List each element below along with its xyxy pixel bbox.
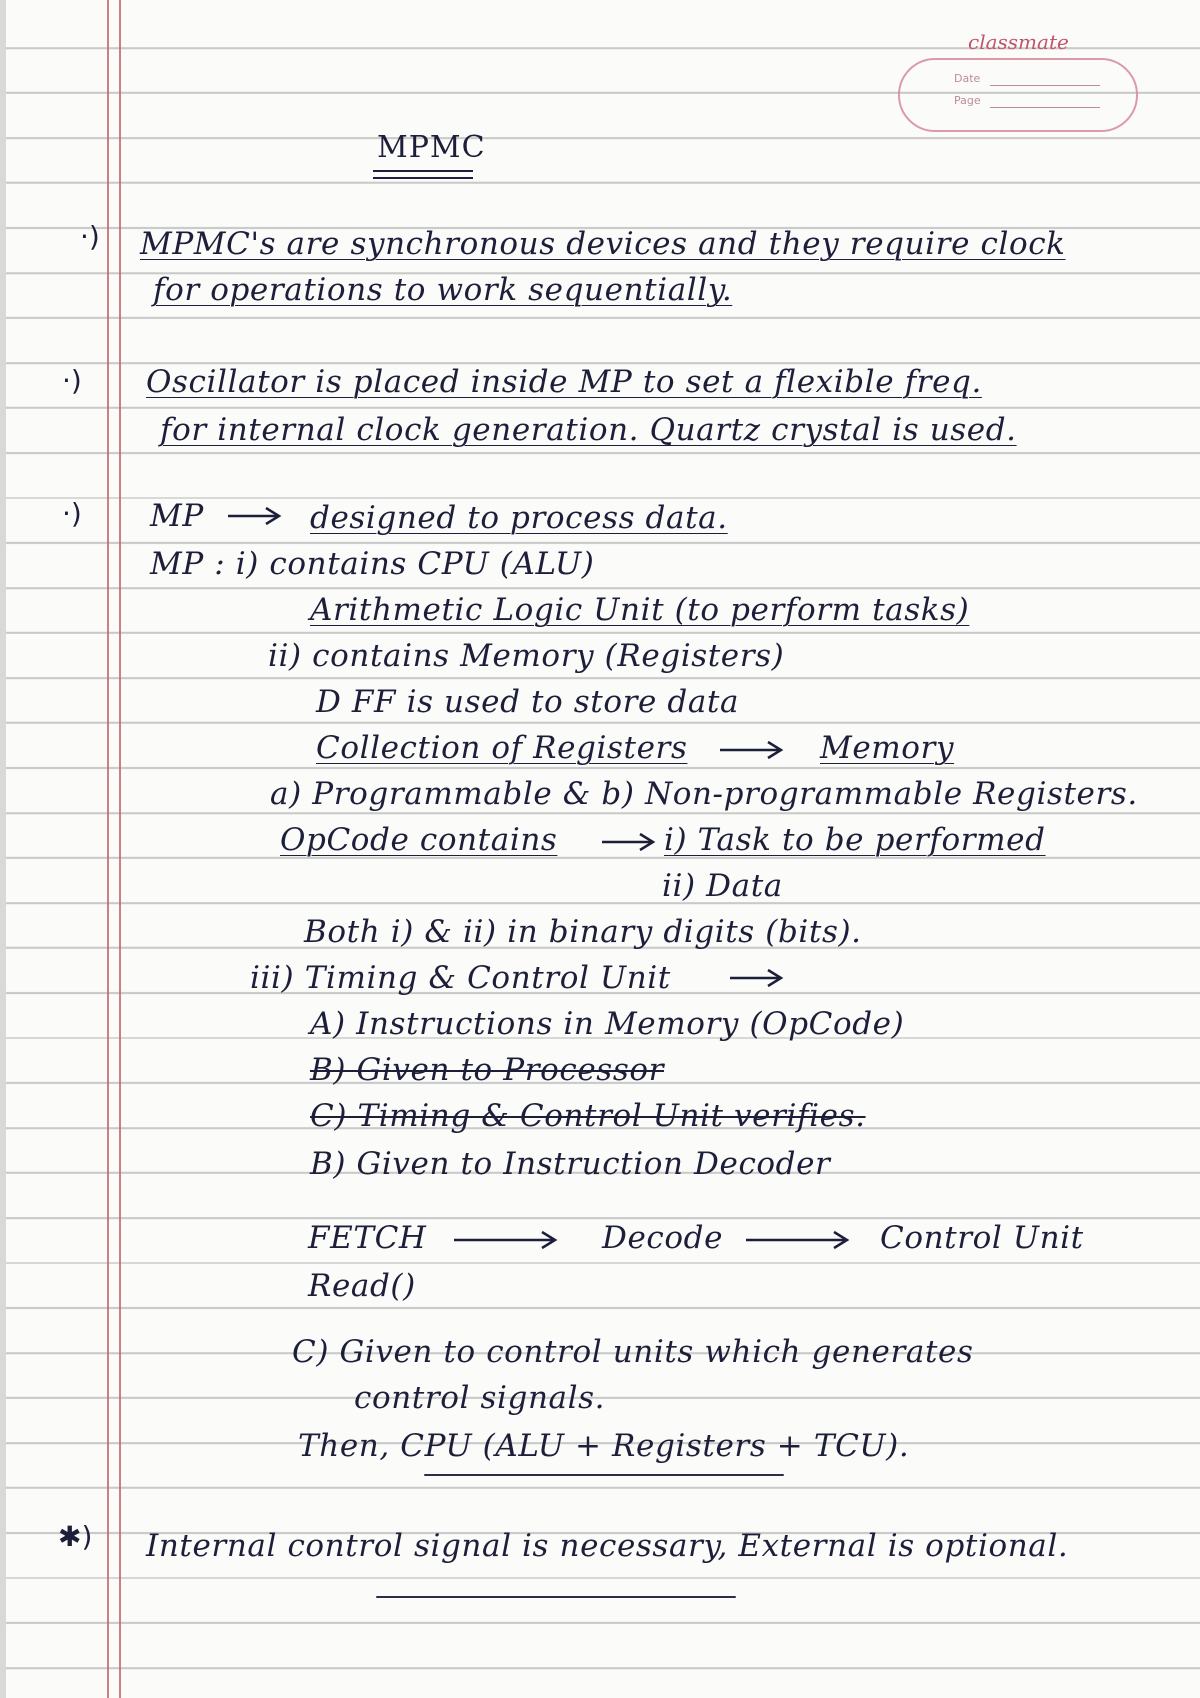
note-line: a) Programmable & b) Non-programmable Registers. <box>270 776 1138 812</box>
note-line: ii) Data <box>662 868 783 904</box>
right-arrow-icon <box>718 740 784 760</box>
flow-decode: Decode <box>602 1220 724 1256</box>
note-line: MP : i) contains CPU (ALU) <box>150 546 595 582</box>
date-line <box>990 85 1100 86</box>
right-arrow-icon <box>226 506 282 526</box>
star-bullet-icon: ✱) <box>58 1520 93 1553</box>
note-line: Internal control signal is necessary, External is optional. <box>146 1528 1069 1564</box>
note-line: control signals. <box>354 1380 606 1416</box>
note-line: for internal clock generation. Quartz crystal is used. <box>160 412 1017 448</box>
margin-line-left <box>107 0 109 1698</box>
date-label: Date <box>954 72 981 85</box>
right-arrow-icon <box>744 1230 850 1250</box>
flow-control-unit: Control Unit <box>880 1220 1084 1256</box>
note-line: Arithmetic Logic Unit (to perform tasks) <box>310 592 970 628</box>
bullet-1: ·) <box>80 220 100 253</box>
notebook-spine <box>0 0 6 1698</box>
note-line: OpCode contains <box>280 822 558 858</box>
note-line: ii) contains Memory (Registers) <box>268 638 785 674</box>
page-label: Page <box>954 94 981 107</box>
note-line: designed to process data. <box>310 500 728 536</box>
page-line <box>990 107 1100 108</box>
note-line: MP <box>150 498 204 534</box>
date-page-stamp <box>898 58 1138 132</box>
brand-logo: classmate <box>968 30 1069 54</box>
note-line: D FF is used to store data <box>316 684 740 720</box>
margin-line-right <box>119 0 121 1698</box>
flow-fetch: FETCH <box>308 1220 427 1256</box>
right-arrow-icon <box>728 968 784 988</box>
right-arrow-icon <box>452 1230 558 1250</box>
title-underline <box>373 170 473 172</box>
title-underline-2 <box>373 177 473 179</box>
note-line: C) Given to control units which generates <box>292 1334 974 1370</box>
note-line: A) Instructions in Memory (OpCode) <box>310 1006 905 1042</box>
note-line: Both i) & ii) in binary digits (bits). <box>304 914 862 950</box>
struck-line: C) Timing & Control Unit verifies. <box>310 1098 866 1134</box>
flow-read: Read() <box>308 1268 416 1304</box>
note-line: B) Given to Instruction Decoder <box>310 1146 831 1182</box>
note-line: Memory <box>820 730 955 766</box>
bullet-2: ·) <box>62 364 82 397</box>
underline-stroke <box>376 1596 736 1598</box>
page-title: MPMC <box>377 130 486 165</box>
underline-stroke <box>424 1474 784 1476</box>
note-line: Then, CPU (ALU + Registers + TCU). <box>298 1428 910 1464</box>
note-line: MPMC's are synchronous devices and they require clock <box>140 226 1066 262</box>
struck-line: B) Given to Processor <box>310 1052 665 1088</box>
bullet-3: ·) <box>62 497 82 530</box>
note-line: i) Task to be performed <box>664 822 1046 858</box>
note-line: Oscillator is placed inside MP to set a flexible freq. <box>146 364 982 400</box>
right-arrow-icon <box>600 832 656 852</box>
note-line: Collection of Registers <box>316 730 688 766</box>
note-line: for operations to work sequentially. <box>153 272 733 308</box>
note-line: iii) Timing & Control Unit <box>250 960 671 996</box>
